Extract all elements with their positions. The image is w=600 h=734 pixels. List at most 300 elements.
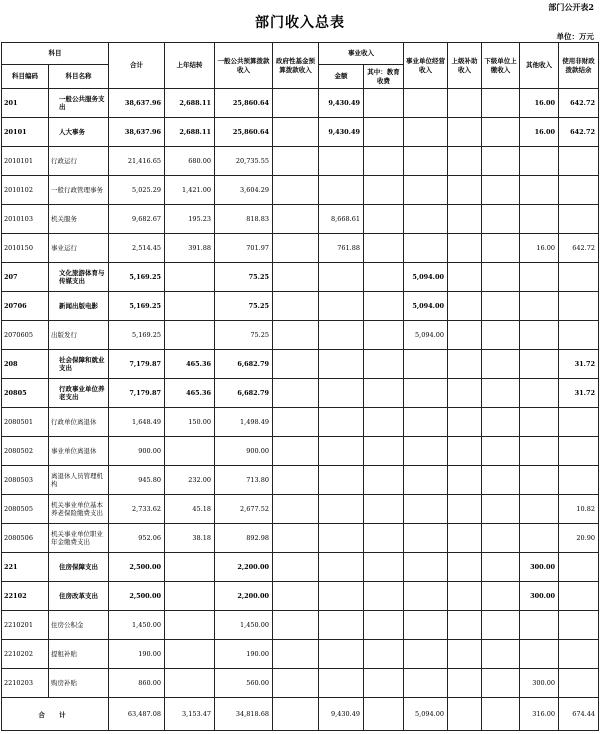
total-row <box>2 698 599 731</box>
header-business-income: 事业收入 <box>319 43 404 65</box>
total-cell-carry: 3,153.47 <box>165 698 215 731</box>
amount-cell-other <box>520 495 559 524</box>
amount-cell-general: 190.00 <box>215 640 273 669</box>
table-row <box>2 205 599 234</box>
subject-code-cell: 201 <box>2 89 49 118</box>
amount-cell-balance <box>559 669 599 698</box>
subject-code-cell: 2080505 <box>2 495 49 524</box>
subject-code-cell: 2080506 <box>2 524 49 553</box>
amount-cell-sub <box>482 669 520 698</box>
amount-cell-total: 5,025.29 <box>109 176 165 205</box>
amount-cell-other <box>520 176 559 205</box>
amount-cell-other <box>520 321 559 350</box>
amount-cell-fund <box>273 611 319 640</box>
total-cell-biz: 9,430.49 <box>319 698 364 731</box>
amount-cell-carry <box>165 292 215 321</box>
amount-cell-carry <box>165 582 215 611</box>
amount-cell-total: 900.00 <box>109 437 165 466</box>
amount-cell-biz <box>319 669 364 698</box>
amount-cell-total: 9,682.67 <box>109 205 165 234</box>
amount-cell-edu <box>364 669 404 698</box>
subject-code-cell: 2010103 <box>2 205 49 234</box>
header-total: 合计 <box>109 43 165 89</box>
amount-cell-biz <box>319 466 364 495</box>
amount-cell-total: 7,179.87 <box>109 350 165 379</box>
amount-cell-sub <box>482 640 520 669</box>
amount-cell-sub <box>482 582 520 611</box>
amount-cell-general: 818.83 <box>215 205 273 234</box>
amount-cell-fund <box>273 321 319 350</box>
subject-code-cell: 20706 <box>2 292 49 321</box>
table-row <box>2 582 599 611</box>
subject-code-cell: 22102 <box>2 582 49 611</box>
table-header <box>2 43 599 89</box>
amount-cell-edu <box>364 147 404 176</box>
amount-cell-sup <box>448 582 482 611</box>
amount-cell-total: 190.00 <box>109 640 165 669</box>
amount-cell-oper: 5,094.00 <box>404 263 448 292</box>
total-cell-fund <box>273 698 319 731</box>
table-row <box>2 118 599 147</box>
header-other-income: 其他收入 <box>520 43 559 89</box>
amount-cell-balance <box>559 611 599 640</box>
amount-cell-carry <box>165 263 215 292</box>
amount-cell-sub <box>482 553 520 582</box>
header-carryover: 上年结转 <box>165 43 215 89</box>
amount-cell-carry <box>165 437 215 466</box>
amount-cell-general: 20,735.55 <box>215 147 273 176</box>
amount-cell-sub <box>482 118 520 147</box>
amount-cell-other: 300.00 <box>520 582 559 611</box>
amount-cell-oper <box>404 495 448 524</box>
table-number-label: 部门公开表2 <box>548 2 594 12</box>
amount-cell-oper <box>404 669 448 698</box>
amount-cell-carry <box>165 321 215 350</box>
amount-cell-other: 16.00 <box>520 234 559 263</box>
amount-cell-sup <box>448 263 482 292</box>
amount-cell-carry: 150.00 <box>165 408 215 437</box>
amount-cell-fund <box>273 524 319 553</box>
amount-cell-carry: 232.00 <box>165 466 215 495</box>
amount-cell-oper <box>404 205 448 234</box>
total-cell-other: 316.00 <box>520 698 559 731</box>
amount-cell-sup <box>448 350 482 379</box>
amount-cell-sub <box>482 466 520 495</box>
amount-cell-carry: 45.18 <box>165 495 215 524</box>
amount-cell-other: 16.00 <box>520 89 559 118</box>
table-row <box>2 524 599 553</box>
amount-cell-oper <box>404 379 448 408</box>
amount-cell-carry: 391.88 <box>165 234 215 263</box>
amount-cell-sup <box>448 379 482 408</box>
subject-name-cell: 新闻出版电影 <box>49 292 109 321</box>
amount-cell-fund <box>273 669 319 698</box>
amount-cell-balance: 31.72 <box>559 350 599 379</box>
amount-cell-other <box>520 379 559 408</box>
subject-code-cell: 2080502 <box>2 437 49 466</box>
amount-cell-other <box>520 205 559 234</box>
amount-cell-edu <box>364 553 404 582</box>
amount-cell-oper <box>404 640 448 669</box>
amount-cell-total: 2,500.00 <box>109 582 165 611</box>
amount-cell-oper <box>404 147 448 176</box>
amount-cell-other <box>520 524 559 553</box>
amount-cell-sub <box>482 205 520 234</box>
subject-name-cell: 住房保障支出 <box>49 553 109 582</box>
unit-label: 单位：万元 <box>556 32 594 41</box>
amount-cell-general: 560.00 <box>215 669 273 698</box>
amount-cell-fund <box>273 495 319 524</box>
amount-cell-total: 2,733.62 <box>109 495 165 524</box>
amount-cell-sub <box>482 495 520 524</box>
total-cell-general: 34,818.68 <box>215 698 273 731</box>
amount-cell-carry: 1,421.00 <box>165 176 215 205</box>
amount-cell-carry <box>165 611 215 640</box>
amount-cell-oper <box>404 611 448 640</box>
amount-cell-edu <box>364 89 404 118</box>
amount-cell-carry: 38.18 <box>165 524 215 553</box>
subject-name-cell: 行政运行 <box>49 147 109 176</box>
table-row <box>2 234 599 263</box>
amount-cell-biz <box>319 524 364 553</box>
subject-name-cell: 出版发行 <box>49 321 109 350</box>
table-row <box>2 292 599 321</box>
amount-cell-biz: 8,668.61 <box>319 205 364 234</box>
amount-cell-sup <box>448 321 482 350</box>
amount-cell-fund <box>273 263 319 292</box>
amount-cell-sub <box>482 176 520 205</box>
amount-cell-edu <box>364 350 404 379</box>
amount-cell-sub <box>482 321 520 350</box>
amount-cell-fund <box>273 176 319 205</box>
amount-cell-carry: 195.23 <box>165 205 215 234</box>
amount-cell-edu <box>364 582 404 611</box>
amount-cell-fund <box>273 640 319 669</box>
amount-cell-sup <box>448 89 482 118</box>
amount-cell-general: 1,450.00 <box>215 611 273 640</box>
amount-cell-general: 75.25 <box>215 292 273 321</box>
amount-cell-sup <box>448 611 482 640</box>
total-cell-sub <box>482 698 520 731</box>
amount-cell-balance <box>559 176 599 205</box>
amount-cell-biz <box>319 263 364 292</box>
subject-name-cell: 住房公积金 <box>49 611 109 640</box>
amount-cell-edu <box>364 408 404 437</box>
subject-code-cell: 2080503 <box>2 466 49 495</box>
amount-cell-sub <box>482 379 520 408</box>
amount-cell-other: 300.00 <box>520 669 559 698</box>
amount-cell-oper <box>404 234 448 263</box>
amount-cell-edu <box>364 611 404 640</box>
amount-cell-biz <box>319 176 364 205</box>
amount-cell-sup <box>448 524 482 553</box>
amount-cell-balance <box>559 321 599 350</box>
header-gov-fund: 政府性基金预算拨款收入 <box>273 43 319 89</box>
amount-cell-balance: 642.72 <box>559 89 599 118</box>
amount-cell-general: 713.80 <box>215 466 273 495</box>
header-non-fiscal-balance: 使用非财政拨款结余 <box>559 43 599 89</box>
amount-cell-total: 21,416.65 <box>109 147 165 176</box>
amount-cell-total: 5,169.25 <box>109 292 165 321</box>
amount-cell-other: 16.00 <box>520 118 559 147</box>
amount-cell-other <box>520 408 559 437</box>
amount-cell-balance <box>559 466 599 495</box>
table-row <box>2 263 599 292</box>
amount-cell-other <box>520 611 559 640</box>
amount-cell-oper <box>404 466 448 495</box>
amount-cell-fund <box>273 147 319 176</box>
amount-cell-carry: 465.36 <box>165 350 215 379</box>
amount-cell-sup <box>448 147 482 176</box>
amount-cell-fund <box>273 408 319 437</box>
subject-code-cell: 2010102 <box>2 176 49 205</box>
amount-cell-sup <box>448 118 482 147</box>
header-unit-operating: 事业单位经营收入 <box>404 43 448 89</box>
subject-name-cell: 提租补贴 <box>49 640 109 669</box>
amount-cell-other <box>520 263 559 292</box>
amount-cell-carry: 680.00 <box>165 147 215 176</box>
table-row <box>2 437 599 466</box>
amount-cell-biz: 761.88 <box>319 234 364 263</box>
amount-cell-oper <box>404 582 448 611</box>
amount-cell-edu <box>364 292 404 321</box>
amount-cell-edu <box>364 321 404 350</box>
amount-cell-general: 900.00 <box>215 437 273 466</box>
table-row <box>2 611 599 640</box>
total-cell-balance: 674.44 <box>559 698 599 731</box>
amount-cell-edu <box>364 495 404 524</box>
amount-cell-oper <box>404 176 448 205</box>
amount-cell-sub <box>482 89 520 118</box>
amount-cell-general: 6,682.79 <box>215 379 273 408</box>
amount-cell-general: 1,498.49 <box>215 408 273 437</box>
total-label: 合 计 <box>2 698 109 731</box>
amount-cell-fund <box>273 205 319 234</box>
subject-name-cell: 住房改革支出 <box>49 582 109 611</box>
amount-cell-general: 2,200.00 <box>215 582 273 611</box>
amount-cell-total: 860.00 <box>109 669 165 698</box>
amount-cell-oper <box>404 89 448 118</box>
amount-cell-general: 75.25 <box>215 321 273 350</box>
amount-cell-sup <box>448 408 482 437</box>
amount-cell-total: 1,648.49 <box>109 408 165 437</box>
amount-cell-sup <box>448 234 482 263</box>
amount-cell-balance: 20.90 <box>559 524 599 553</box>
amount-cell-biz <box>319 408 364 437</box>
amount-cell-other <box>520 640 559 669</box>
amount-cell-total: 5,169.25 <box>109 321 165 350</box>
amount-cell-sup <box>448 292 482 321</box>
amount-cell-other <box>520 437 559 466</box>
header-business-edu-fee: 其中：教育收费 <box>364 65 404 89</box>
amount-cell-balance <box>559 292 599 321</box>
amount-cell-biz: 9,430.49 <box>319 89 364 118</box>
header-business-amount: 金额 <box>319 65 364 89</box>
table-row <box>2 147 599 176</box>
subject-code-cell: 20101 <box>2 118 49 147</box>
amount-cell-total: 2,500.00 <box>109 553 165 582</box>
subject-code-cell: 2210203 <box>2 669 49 698</box>
amount-cell-sup <box>448 553 482 582</box>
amount-cell-total: 945.80 <box>109 466 165 495</box>
amount-cell-other <box>520 466 559 495</box>
table-row <box>2 89 599 118</box>
subject-name-cell: 事业运行 <box>49 234 109 263</box>
amount-cell-oper <box>404 524 448 553</box>
amount-cell-carry: 2,688.11 <box>165 118 215 147</box>
amount-cell-oper <box>404 437 448 466</box>
subject-name-cell: 购房补贴 <box>49 669 109 698</box>
amount-cell-edu <box>364 234 404 263</box>
amount-cell-balance <box>559 582 599 611</box>
amount-cell-oper <box>404 118 448 147</box>
amount-cell-general: 25,860.64 <box>215 118 273 147</box>
amount-cell-general: 75.25 <box>215 263 273 292</box>
amount-cell-general: 25,860.64 <box>215 89 273 118</box>
header-subject-name: 科目名称 <box>49 65 109 89</box>
header-general-budget: 一般公共预算拨款收入 <box>215 43 273 89</box>
header-superior-subsidy: 上级补助收入 <box>448 43 482 89</box>
subject-code-cell: 208 <box>2 350 49 379</box>
amount-cell-general: 2,200.00 <box>215 553 273 582</box>
amount-cell-balance: 642.72 <box>559 234 599 263</box>
amount-cell-fund <box>273 350 319 379</box>
amount-cell-sub <box>482 292 520 321</box>
table-row <box>2 640 599 669</box>
amount-cell-edu <box>364 205 404 234</box>
amount-cell-fund <box>273 437 319 466</box>
amount-cell-fund <box>273 582 319 611</box>
header-subject-code: 科目编码 <box>2 65 49 89</box>
amount-cell-total: 5,169.25 <box>109 263 165 292</box>
amount-cell-balance <box>559 437 599 466</box>
amount-cell-fund <box>273 89 319 118</box>
amount-cell-sup <box>448 640 482 669</box>
subject-name-cell: 事业单位离退休 <box>49 437 109 466</box>
subject-name-cell: 机关事业单位职业年金缴费支出 <box>49 524 109 553</box>
amount-cell-biz <box>319 147 364 176</box>
table-row <box>2 321 599 350</box>
subject-code-cell: 2010101 <box>2 147 49 176</box>
amount-cell-total: 952.06 <box>109 524 165 553</box>
amount-cell-general: 892.98 <box>215 524 273 553</box>
amount-cell-sup <box>448 466 482 495</box>
amount-cell-edu <box>364 437 404 466</box>
amount-cell-balance <box>559 205 599 234</box>
amount-cell-general: 2,677.52 <box>215 495 273 524</box>
amount-cell-edu <box>364 379 404 408</box>
amount-cell-edu <box>364 466 404 495</box>
income-summary-table <box>1 42 599 731</box>
amount-cell-total: 38,637.96 <box>109 89 165 118</box>
table-row <box>2 379 599 408</box>
amount-cell-edu <box>364 118 404 147</box>
amount-cell-biz <box>319 640 364 669</box>
total-cell-total: 63,487.08 <box>109 698 165 731</box>
table-row <box>2 408 599 437</box>
amount-cell-oper: 5,094.00 <box>404 321 448 350</box>
amount-cell-biz <box>319 321 364 350</box>
subject-code-cell: 2210202 <box>2 640 49 669</box>
subject-name-cell: 文化旅游体育与传媒支出 <box>49 263 109 292</box>
amount-cell-carry: 465.36 <box>165 379 215 408</box>
amount-cell-general: 3,604.29 <box>215 176 273 205</box>
amount-cell-oper: 5,094.00 <box>404 292 448 321</box>
amount-cell-biz <box>319 553 364 582</box>
amount-cell-oper <box>404 350 448 379</box>
subject-name-cell: 人大事务 <box>49 118 109 147</box>
amount-cell-general: 6,682.79 <box>215 350 273 379</box>
amount-cell-biz <box>319 611 364 640</box>
table-row <box>2 553 599 582</box>
table-row <box>2 176 599 205</box>
amount-cell-biz <box>319 582 364 611</box>
subject-name-cell: 机关事业单位基本养老保险缴费支出 <box>49 495 109 524</box>
amount-cell-sub <box>482 408 520 437</box>
amount-cell-sub <box>482 147 520 176</box>
amount-cell-biz: 9,430.49 <box>319 118 364 147</box>
amount-cell-balance <box>559 263 599 292</box>
amount-cell-sub <box>482 611 520 640</box>
subject-code-cell: 2010150 <box>2 234 49 263</box>
amount-cell-sup <box>448 669 482 698</box>
amount-cell-biz <box>319 379 364 408</box>
amount-cell-sup <box>448 205 482 234</box>
amount-cell-carry: 2,688.11 <box>165 89 215 118</box>
amount-cell-carry <box>165 553 215 582</box>
table-row <box>2 466 599 495</box>
subject-name-cell: 机关服务 <box>49 205 109 234</box>
subject-code-cell: 2210201 <box>2 611 49 640</box>
amount-cell-sub <box>482 437 520 466</box>
amount-cell-oper <box>404 553 448 582</box>
table-row <box>2 350 599 379</box>
amount-cell-sub <box>482 524 520 553</box>
amount-cell-biz <box>319 350 364 379</box>
table-body <box>2 89 599 731</box>
amount-cell-balance <box>559 640 599 669</box>
subject-code-cell: 207 <box>2 263 49 292</box>
amount-cell-balance: 642.72 <box>559 118 599 147</box>
amount-cell-carry <box>165 669 215 698</box>
amount-cell-fund <box>273 234 319 263</box>
amount-cell-fund <box>273 118 319 147</box>
table-row <box>2 495 599 524</box>
amount-cell-balance <box>559 553 599 582</box>
amount-cell-total: 1,450.00 <box>109 611 165 640</box>
amount-cell-carry <box>165 640 215 669</box>
amount-cell-fund <box>273 466 319 495</box>
subject-name-cell: 社会保障和就业支出 <box>49 350 109 379</box>
amount-cell-edu <box>364 524 404 553</box>
amount-cell-fund <box>273 292 319 321</box>
amount-cell-balance: 10.82 <box>559 495 599 524</box>
amount-cell-edu <box>364 263 404 292</box>
total-cell-oper: 5,094.00 <box>404 698 448 731</box>
amount-cell-biz <box>319 292 364 321</box>
amount-cell-sup <box>448 176 482 205</box>
amount-cell-other <box>520 147 559 176</box>
amount-cell-fund <box>273 379 319 408</box>
total-cell-edu <box>364 698 404 731</box>
amount-cell-total: 38,637.96 <box>109 118 165 147</box>
amount-cell-oper <box>404 408 448 437</box>
subject-name-cell: 行政事业单位养老支出 <box>49 379 109 408</box>
total-cell-sup <box>448 698 482 731</box>
subject-name-cell: 离退休人员管理机构 <box>49 466 109 495</box>
amount-cell-other <box>520 292 559 321</box>
subject-code-cell: 20805 <box>2 379 49 408</box>
